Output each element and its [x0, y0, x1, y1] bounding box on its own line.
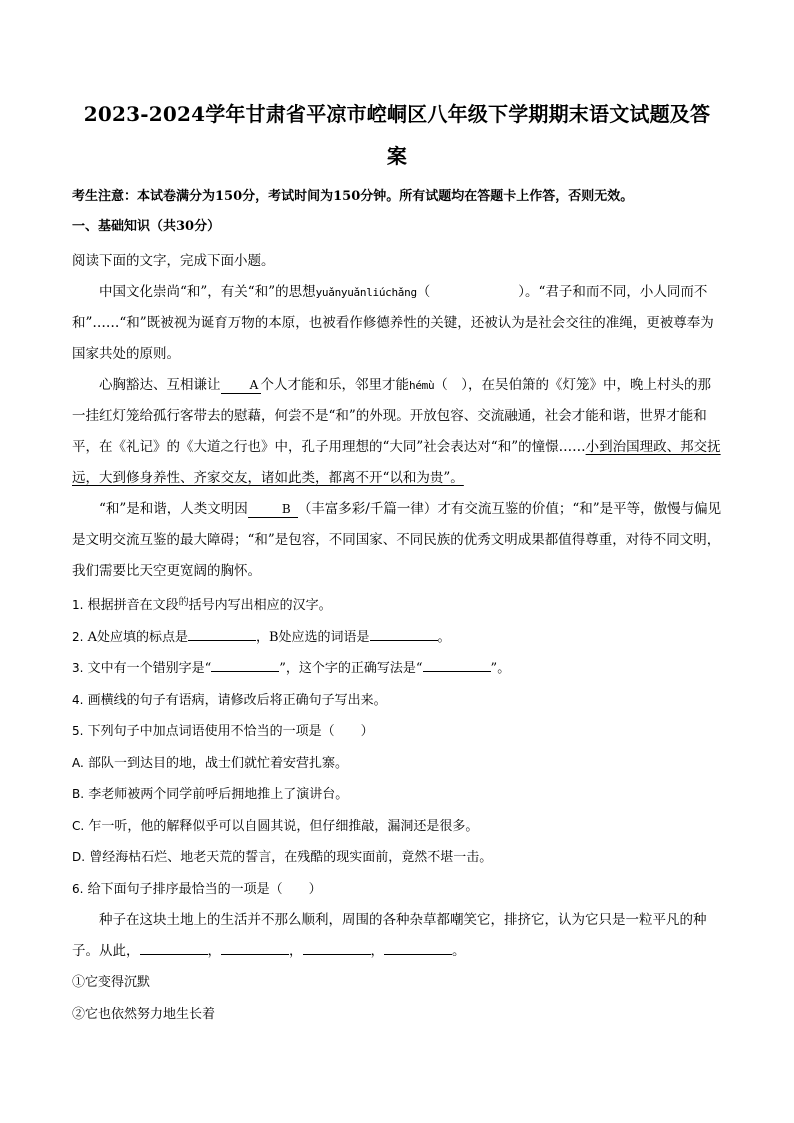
question-text: 括号内写出相应的汉字。: [188, 598, 332, 613]
question-4: [72, 685, 722, 717]
comma: ，: [207, 943, 221, 959]
para2-pinyin: hémù: [409, 379, 435, 392]
exam-notice: 考生注意：本试卷满分为150分，考试时间为150分钟。所有试题均在答题卡上作答，否则无效。: [72, 189, 634, 204]
document-title: [72, 96, 722, 174]
option-label: B.: [72, 787, 85, 801]
answer-blank[interactable]: [211, 657, 279, 672]
blank-a: A: [221, 377, 261, 394]
section-heading: 一、基础知识（共30分）: [72, 219, 221, 234]
answer-blank[interactable]: [303, 940, 371, 955]
question-text: ”，这个字的正确写法是“: [279, 661, 423, 676]
question-number: 1.: [72, 598, 84, 612]
question-text: 根据拼音在文段: [87, 598, 179, 613]
question-text: ，B处应选的词语是: [255, 629, 370, 645]
blank-b: B: [248, 501, 298, 518]
para2-text-3: （ ），在吴伯箫的《灯笼》中，晚上村头的那一挂红灯笼给孤行客带去的慰藉，何尝不是“和”的外现。开放包容、交流融通，社会才能和谐，世界才能和平，在《礼记》的《大道之行也》中，孔子用理想的“大同”社会表达对“和”的憧憬……: [72, 377, 712, 455]
para1-text-1: 中国文化崇尚“和”，有关“和”的思想: [99, 284, 316, 300]
question-number: 3.: [72, 661, 84, 675]
para1-text-2: ）。“君子和而不同，小人同而不和”……“和”既被视为诞育万物的本原，也被看作修德养性的关键，还被认为是社会交往的准绳，更被尊奉为国家共处的原则。: [72, 284, 714, 362]
title-line-1: 2023-2024学年甘肃省平凉市崆峒区八年级下学期期末语文试题及答: [83, 102, 711, 126]
para2-text-1: 心胸豁达、互相谦让: [99, 377, 221, 393]
comma: ，: [370, 943, 384, 959]
answer-blank[interactable]: [188, 626, 256, 641]
option-label: A.: [72, 755, 84, 770]
question-number: 4.: [72, 692, 84, 707]
question-5: [72, 716, 722, 748]
answer-blank[interactable]: [221, 940, 289, 955]
para3-text-1: “和”是和谐，人类文明因: [99, 501, 248, 517]
title-line-2: 案: [386, 144, 408, 168]
question-3: [72, 653, 722, 685]
question-text: 画横线的句子有语病，请修改后将正确句子写出来。: [87, 692, 387, 708]
option-c[interactable]: [72, 811, 722, 843]
option-text: 李老师被两个同学前呼后拥地推上了演讲台。: [88, 787, 349, 802]
answer-blank[interactable]: [384, 940, 452, 955]
question-number: 5.: [72, 724, 84, 738]
option-b[interactable]: [72, 779, 722, 811]
q6-item-2: ②它也依然努力地生长着: [72, 1006, 216, 1022]
para3-text-2: （丰富多彩/千篇一律）才有交流互鉴的价值；“和”是平等，傲慢与偏见是文明交流互鉴的最大障碍；“和”是包容，不同国家、不同民族的优秀文明成果都值得尊重，对待不同文明，我们需要比天空更宽阔的胸怀。: [72, 501, 722, 579]
answer-blank[interactable]: [370, 626, 438, 641]
passage-paragraph-1: [72, 277, 722, 370]
question-text: A处应填的标点是: [87, 629, 188, 645]
question-text: 文中有一个错别字是“: [87, 661, 212, 676]
para1-pinyin: yuǎnyuǎnliúchǎng: [315, 286, 417, 299]
option-label: D.: [72, 850, 86, 864]
option-text: 曾经海枯石烂、地老天荒的誓言，在残酷的现实面前，竟然不堪一击。: [89, 850, 493, 865]
question-1: [72, 587, 722, 622]
q6-passage-text: 种子在这块土地上的生活并不那么顺利，周围的各种杂草都嘲笑它，排挤它，认为它只是一粒平凡的种子。从此，: [72, 912, 707, 959]
period: 。: [452, 943, 466, 959]
comma: ，: [289, 943, 303, 959]
para2-text-2: 个人才能和乐，邻里才能: [260, 377, 409, 393]
option-label: C.: [72, 818, 85, 833]
question-text: ”。: [490, 661, 511, 676]
option-a[interactable]: [72, 748, 722, 780]
question-number: 6.: [72, 881, 84, 896]
question-text: 给下面句子排序最恰当的一项是（ ）: [87, 881, 322, 897]
document-page: [72, 96, 722, 1030]
question-2: [72, 622, 722, 654]
answer-blank[interactable]: [423, 657, 491, 672]
underlined-sentence: 小到治国理政、邦交抚远，大到修身养性、齐家交友，诸如此类，都离不开“以和为贵”。: [72, 439, 721, 486]
para1-paren-open: （: [416, 284, 431, 300]
answer-blank[interactable]: [140, 940, 208, 955]
option-text: 部队一到达目的地，战士们就忙着安营扎寨。: [87, 755, 348, 771]
question-number: 2.: [72, 629, 84, 644]
passage-paragraph-2: [72, 370, 722, 494]
q6-passage: [72, 905, 722, 967]
option-d[interactable]: [72, 842, 722, 874]
option-text: 乍一听，他的解释似乎可以自圆其说，但仔细推敲，漏洞还是很多。: [88, 818, 479, 834]
q6-item-1: ①它变得沉默: [72, 975, 151, 990]
question-text: 。: [437, 629, 451, 645]
passage-paragraph-3: [72, 494, 722, 587]
reading-instruction: 阅读下面的文字，完成下面小题。: [72, 253, 275, 269]
question-text: 下列句子中加点词语使用不恰当的一项是（ ）: [87, 724, 374, 739]
question-text-superscript: 的: [178, 597, 189, 608]
question-6: [72, 874, 722, 906]
